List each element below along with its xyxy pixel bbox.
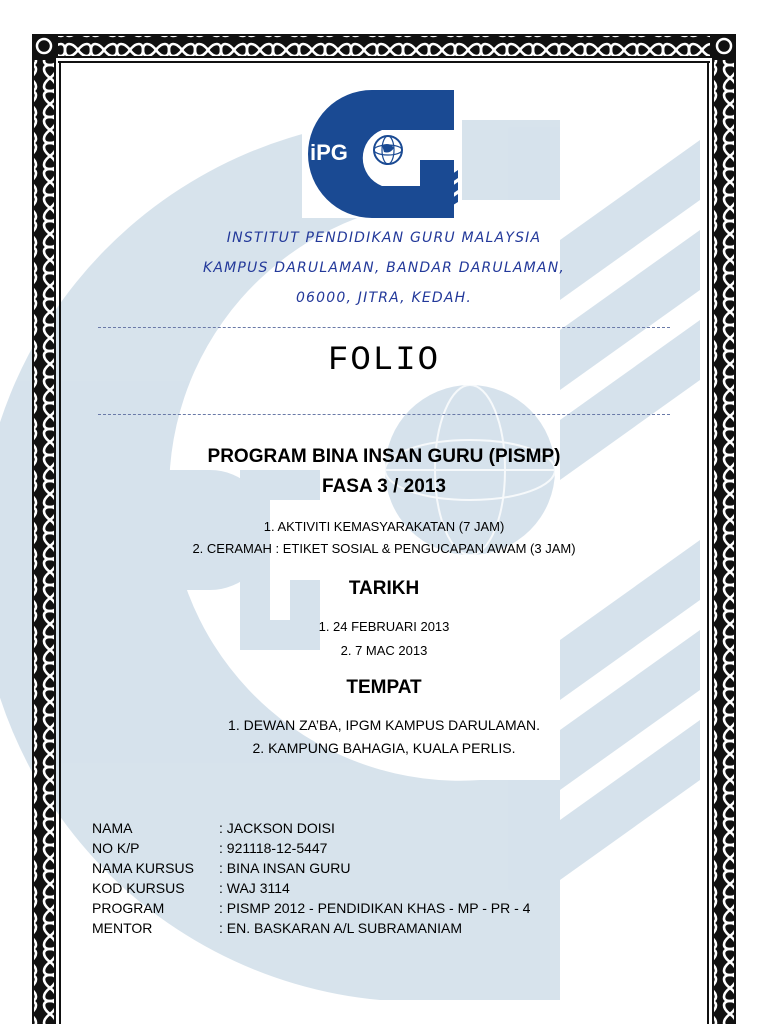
detail-label: NO K/P: [92, 840, 140, 856]
venue-item: 2. KAMPUNG BAHAGIA, KUALA PERLIS.: [252, 740, 516, 756]
detail-row-mentor: [92, 920, 530, 940]
detail-label: KOD KURSUS: [92, 880, 185, 896]
logo-text: iPG: [310, 140, 348, 165]
program-phase: FASA 3 / 2013: [322, 476, 446, 497]
detail-row-no-kp: [92, 840, 530, 860]
institute-line-3: 06000, JITRA, KEDAH.: [295, 290, 473, 306]
activity-item: 2. CERAMAH : ETIKET SOSIAL & PENGUCAPAN AWAM (3 JAM): [192, 541, 576, 556]
detail-label: MENTOR: [92, 920, 153, 936]
program-title: PROGRAM BINA INSAN GURU (PISMP): [207, 446, 561, 467]
detail-value: : JACKSON DOISI: [219, 820, 335, 836]
institute-line-2: KAMPUS DARULAMAN, BANDAR DARULAMAN,: [202, 260, 566, 276]
date-item: 2. 7 MAC 2013: [340, 643, 428, 658]
ipg-logo: [302, 90, 462, 218]
cover-content: [62, 62, 706, 1024]
divider-bottom: [98, 414, 670, 415]
detail-value: : WAJ 3114: [219, 880, 290, 896]
page-title: FOLIO: [327, 342, 441, 380]
activity-item: 1. AKTIVITI KEMASYARAKATAN (7 JAM): [263, 519, 505, 534]
venue-item: 1. DEWAN ZA’BA, IPGM KAMPUS DARULAMAN.: [228, 717, 540, 733]
divider-top: [98, 327, 670, 328]
detail-label: NAMA: [92, 820, 133, 836]
detail-row-nama: [92, 820, 530, 840]
detail-label: PROGRAM: [92, 900, 165, 916]
institute-line-1: INSTITUT PENDIDIKAN GURU MALAYSIA: [226, 230, 542, 246]
student-details: [92, 820, 530, 940]
detail-row-kod-kursus: [92, 880, 530, 900]
tarikh-heading: TARIKH: [348, 578, 420, 599]
detail-row-nama-kursus: [92, 860, 530, 880]
detail-value: : EN. BASKARAN A/L SUBRAMANIAM: [219, 920, 462, 936]
tempat-heading: TEMPAT: [346, 677, 422, 698]
detail-value: : BINA INSAN GURU: [219, 860, 351, 876]
detail-label: NAMA KURSUS: [92, 860, 194, 876]
detail-value: : PISMP 2012 - PENDIDIKAN KHAS - MP - PR - 4: [219, 900, 531, 916]
date-item: 1. 24 FEBRUARI 2013: [318, 619, 450, 634]
detail-row-program: [92, 900, 530, 920]
detail-value: : 921118-12-5447: [219, 840, 328, 856]
